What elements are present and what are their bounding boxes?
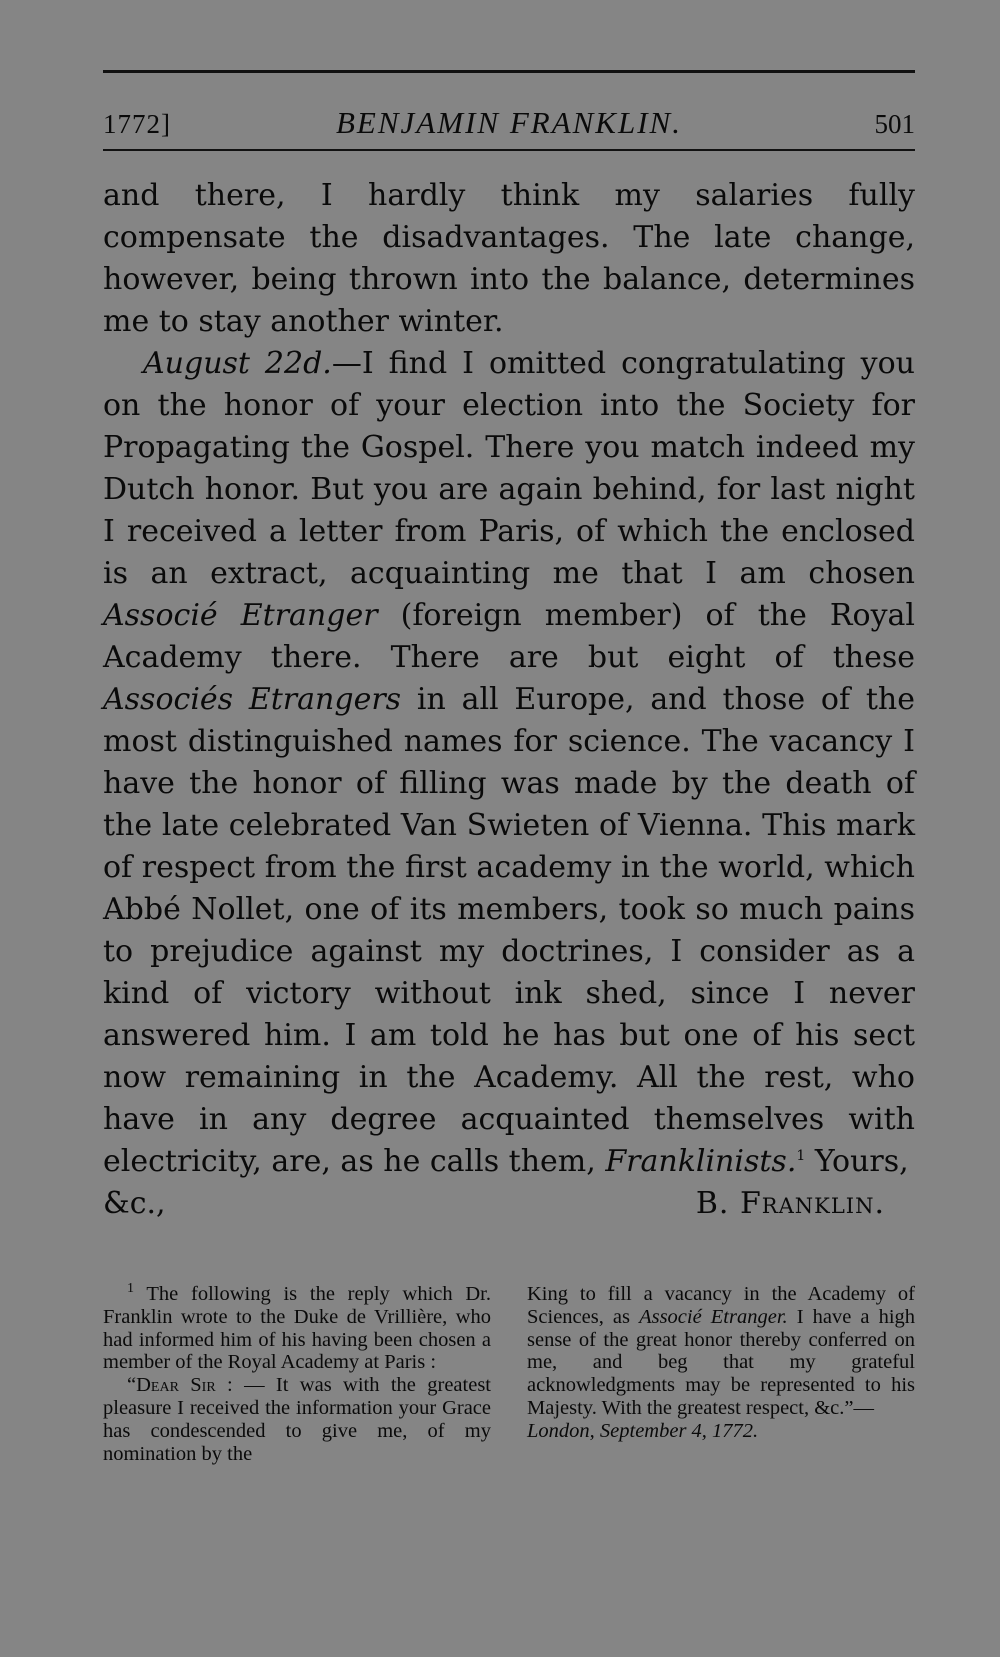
footnote-place-date: London, September 4, 1772. — [527, 1419, 759, 1442]
paragraph-2: August 22d.—I find I omitted congratulating you on the honor of your election into the Society for Propagating the Gospel. There you match indeed my Dutch honor. But you are again behind, for last night I received a letter from Paris, of which the enclosed is an extract, acquainting me that I am chosen Associé Etranger (foreign member) of the Royal Academy there. There are but eight of these Associés Etrangers in all Europe, and those of the most distinguished names for science. The vacancy I have the honor of filling was made by the death of the late celebrated Van Swieten of Vienna. This mark of respect from the first academy in the world, which Abbé Nollet, one of its members, took so much pains to prejudice against my doctrines, I consider as a kind of victory without ink shed, since I never answered him. I am told he has but one of his sect now remaining in the Academy. All the rest, who have in any degree acquainted themselves with electricity, are, as he calls them, Franklinists.$^1$ Yours, — [103, 346, 916, 1179]
footnote-column-left — [103, 1283, 491, 1465]
page — [103, 70, 915, 1225]
franklinists: Franklinists. — [605, 1144, 797, 1179]
header-year: 1772] — [103, 109, 171, 139]
footnote-mark: 1 — [127, 1281, 134, 1297]
top-rule — [103, 70, 915, 73]
footnote-intro: $^1$ The following is the reply which Dr. Franklin wrote to the Duke de Vrillière, who had informed him of his having been chosen a member of the Royal Academy at Paris : — [103, 1281, 491, 1374]
footnote-letter-start: “Dear Sir : — It was with the greatest pleasure I received the information your Grace has condescended to give me, of my nomination by the — [103, 1374, 491, 1465]
paragraph-1: and there, I hardly think my salaries fully compensate the disadvantages. The late change, however, being thrown into the balance, determines me to stay another winter. — [103, 178, 915, 339]
salutation: “Dear Sir — [127, 1374, 216, 1397]
associe-etranger: Associé Etranger — [103, 598, 378, 633]
letter-body — [103, 175, 915, 1183]
closing: &c., — [103, 1186, 166, 1221]
footnote-associe-etranger: Associé Etranger. — [639, 1305, 788, 1328]
footnote-letter-end: King to fill a vacancy in the Academy of Sciences, as Associé Etranger. I have a high sense of the great honor thereby conferred on me, and beg that my grateful acknowledgments may be represented to his Majesty. With the greatest respect, &c.”— London, September 4, 1772. — [527, 1283, 916, 1442]
header-title: BENJAMIN FRANKLIN. — [336, 105, 682, 140]
date-august-22: August 22d. — [143, 346, 332, 381]
page-number: 501 — [874, 109, 915, 139]
header-rule — [103, 149, 915, 151]
signature: B. Franklin. — [695, 1186, 885, 1221]
associes-etrangers: Associés Etrangers — [103, 682, 402, 717]
footnote-reference[interactable]: 1 — [796, 1148, 806, 1164]
running-header — [103, 83, 915, 145]
closing-line — [103, 1183, 915, 1225]
footnote-column-right — [527, 1283, 915, 1443]
